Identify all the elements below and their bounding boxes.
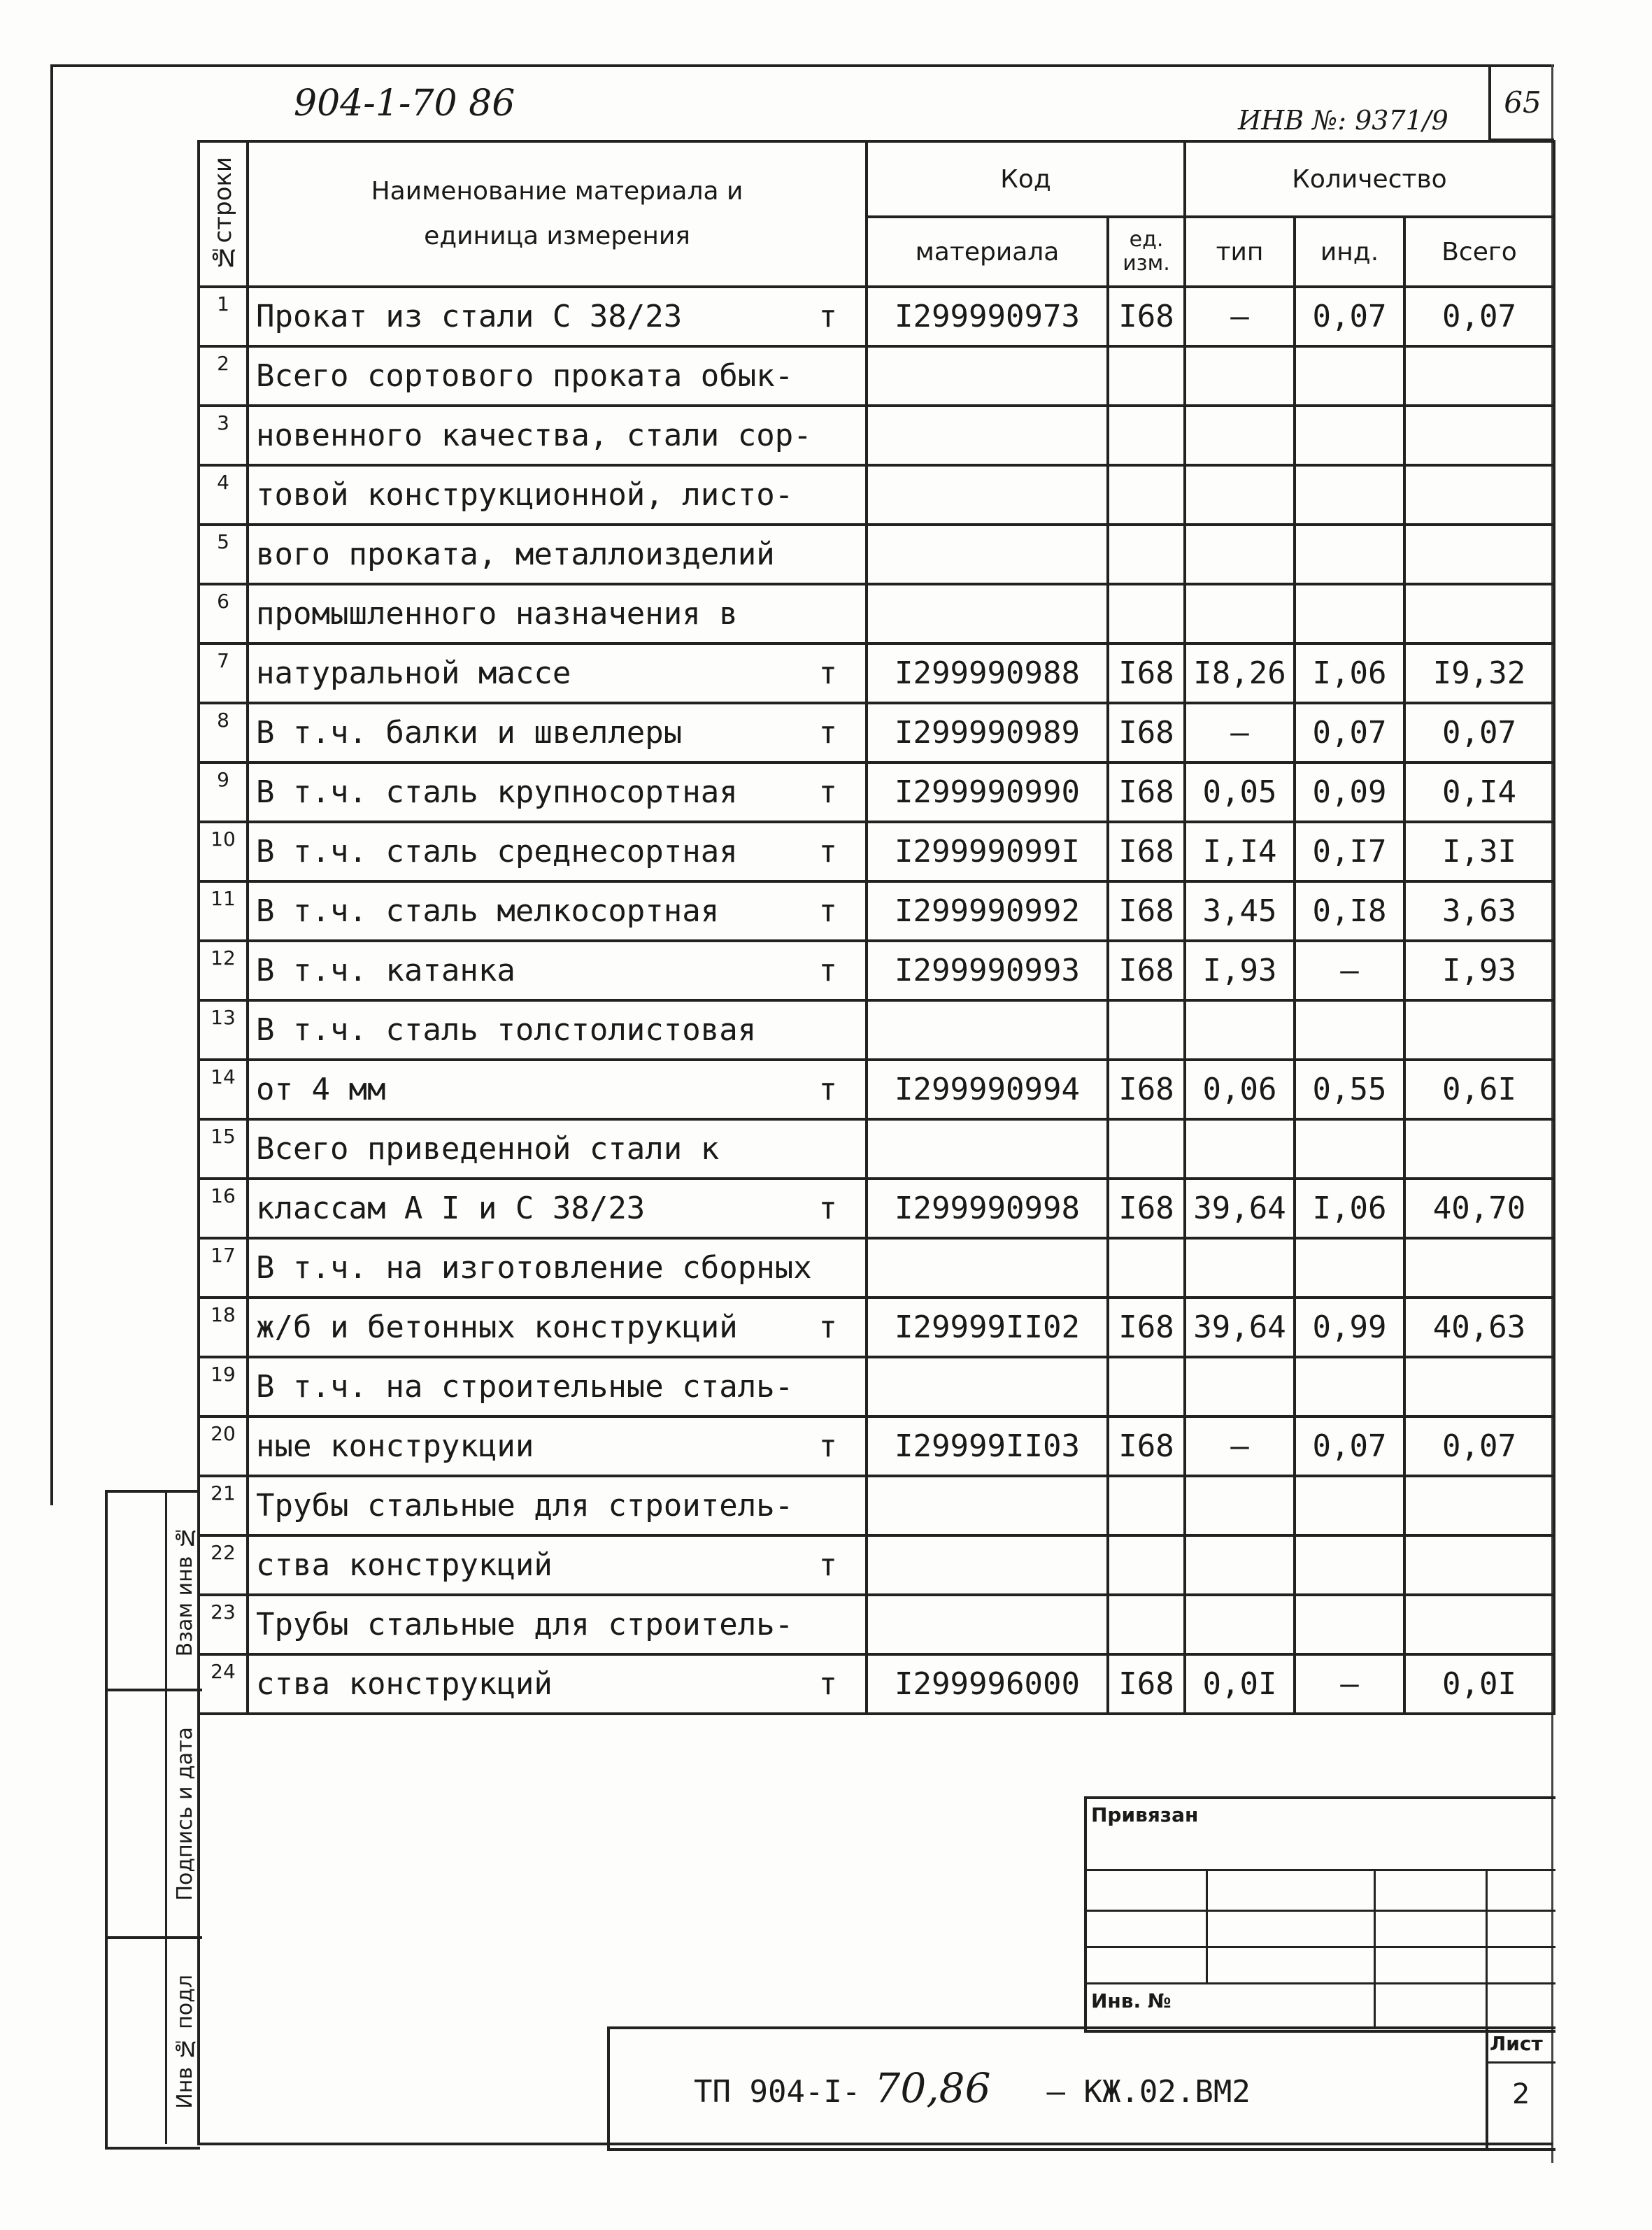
material-name-text: В т.ч. сталь среднесортная xyxy=(256,834,738,869)
unit-code xyxy=(1108,1357,1185,1416)
material-name xyxy=(248,465,867,525)
sheet-cell-hline xyxy=(1486,2061,1555,2064)
row-number: 18 xyxy=(199,1298,248,1357)
material-name-text: В т.ч. сталь мелкосортная xyxy=(256,893,720,929)
qty-type: – xyxy=(1185,1416,1295,1476)
title-block xyxy=(607,2026,1555,2151)
material-name-text: ж/б и бетонных конструкций xyxy=(256,1309,738,1345)
table-row xyxy=(199,644,1554,703)
unit-code xyxy=(1108,1476,1185,1535)
stamp-vzam-label: Взам инв № xyxy=(172,1524,197,1657)
table-row xyxy=(199,881,1554,941)
unit-code xyxy=(1108,346,1185,406)
material-code xyxy=(867,1119,1108,1179)
material-name-text: ства конструкций xyxy=(256,1547,553,1583)
qty-total xyxy=(1404,1476,1554,1535)
material-name xyxy=(248,1654,867,1714)
material-code: I299990989 xyxy=(867,703,1108,762)
qty-ind xyxy=(1295,1119,1404,1179)
measure-unit: т xyxy=(818,834,837,869)
row-number: 24 xyxy=(199,1654,248,1714)
unit-code: I68 xyxy=(1108,1298,1185,1357)
unit-code xyxy=(1108,525,1185,584)
page-number-box xyxy=(1488,64,1554,141)
material-name-text: вого проката, металлоизделий xyxy=(256,537,775,572)
qty-ind: – xyxy=(1295,941,1404,1000)
table-row xyxy=(199,346,1554,406)
qty-type xyxy=(1185,1000,1295,1060)
qty-type xyxy=(1185,1238,1295,1298)
qty-ind: – xyxy=(1295,1654,1404,1714)
material-code: I29999II03 xyxy=(867,1416,1108,1476)
row-number: 4 xyxy=(199,465,248,525)
qty-ind xyxy=(1295,1238,1404,1298)
table-row xyxy=(199,287,1554,346)
qty-type: 0,06 xyxy=(1185,1060,1295,1119)
title-code xyxy=(694,2064,1251,2112)
row-number: 21 xyxy=(199,1476,248,1535)
material-code: I299996000 xyxy=(867,1654,1108,1714)
table-body xyxy=(199,287,1554,1714)
header-material-name: Наименование материала и единица измерения xyxy=(248,141,867,287)
sheet-cell-divider xyxy=(1486,2029,1488,2148)
table-row xyxy=(199,822,1554,881)
material-name xyxy=(248,881,867,941)
material-name xyxy=(248,703,867,762)
material-code xyxy=(867,1238,1108,1298)
qty-type: I,I4 xyxy=(1185,822,1295,881)
material-name xyxy=(248,346,867,406)
material-name-text: ства конструкций xyxy=(256,1666,553,1702)
qty-total: 0,07 xyxy=(1404,703,1554,762)
unit-code: I68 xyxy=(1108,822,1185,881)
material-code xyxy=(867,584,1108,644)
material-code: I299990993 xyxy=(867,941,1108,1000)
inventory-number: ИНВ №: 9371/9 xyxy=(1238,105,1448,136)
qty-type xyxy=(1185,1119,1295,1179)
unit-code: I68 xyxy=(1108,644,1185,703)
qty-type xyxy=(1185,465,1295,525)
row-number: 11 xyxy=(199,881,248,941)
stamp-divider-1 xyxy=(105,1689,197,1691)
table-row xyxy=(199,941,1554,1000)
measure-unit: т xyxy=(818,1191,837,1226)
material-name-text: В т.ч. балки и швеллеры xyxy=(256,715,683,751)
measure-unit: т xyxy=(818,299,837,334)
table-row xyxy=(199,1357,1554,1416)
row-number: 17 xyxy=(199,1238,248,1298)
header-row-number: №строки xyxy=(199,141,248,287)
unit-code: I68 xyxy=(1108,1060,1185,1119)
qty-type xyxy=(1185,346,1295,406)
table-row xyxy=(199,1595,1554,1654)
row-number: 15 xyxy=(199,1119,248,1179)
material-name-text: Всего сортового проката обык- xyxy=(256,358,794,394)
qty-total xyxy=(1404,1119,1554,1179)
measure-unit: т xyxy=(818,1428,837,1464)
material-name-text: промышленного назначения в xyxy=(256,596,738,632)
qty-ind: 0,55 xyxy=(1295,1060,1404,1119)
qty-ind: 0,99 xyxy=(1295,1298,1404,1357)
qty-total: 0,07 xyxy=(1404,287,1554,346)
qty-type: 0,05 xyxy=(1185,762,1295,822)
table-row xyxy=(199,1179,1554,1238)
qty-type: 39,64 xyxy=(1185,1298,1295,1357)
material-name-text: Трубы стальные для строитель- xyxy=(256,1488,794,1524)
row-number: 22 xyxy=(199,1535,248,1595)
qty-total: 0,6I xyxy=(1404,1060,1554,1119)
qty-ind: 0,07 xyxy=(1295,703,1404,762)
sheet-number: 2 xyxy=(1512,2078,1530,2110)
table-row xyxy=(199,525,1554,584)
qty-total: 0,0I xyxy=(1404,1654,1554,1714)
material-code: I299990990 xyxy=(867,762,1108,822)
qty-total xyxy=(1404,584,1554,644)
table-row xyxy=(199,1298,1554,1357)
material-name-text: В т.ч. сталь толстолистовая xyxy=(256,1012,757,1048)
unit-code: I68 xyxy=(1108,881,1185,941)
material-code xyxy=(867,525,1108,584)
row-number: 12 xyxy=(199,941,248,1000)
qty-total xyxy=(1404,346,1554,406)
table-left-extension xyxy=(197,1504,200,2144)
measure-unit: т xyxy=(818,893,837,929)
material-code: I299990973 xyxy=(867,287,1108,346)
material-code xyxy=(867,1595,1108,1654)
table-row xyxy=(199,1119,1554,1179)
qty-ind: 0,07 xyxy=(1295,1416,1404,1476)
unit-code xyxy=(1108,1119,1185,1179)
table-row xyxy=(199,762,1554,822)
title-code-handwritten: 70,86 xyxy=(874,2064,991,2112)
qty-total: 40,63 xyxy=(1404,1298,1554,1357)
table-row xyxy=(199,584,1554,644)
page-number: 65 xyxy=(1504,85,1541,120)
material-code: I299990994 xyxy=(867,1060,1108,1119)
measure-unit: т xyxy=(818,1666,837,1702)
qty-type xyxy=(1185,406,1295,465)
qty-type xyxy=(1185,525,1295,584)
row-number: 19 xyxy=(199,1357,248,1416)
table-row xyxy=(199,1000,1554,1060)
qty-type xyxy=(1185,584,1295,644)
qty-ind: 0,I8 xyxy=(1295,881,1404,941)
material-code xyxy=(867,465,1108,525)
material-code xyxy=(867,1476,1108,1535)
measure-unit: т xyxy=(818,655,837,691)
material-code: I29999II02 xyxy=(867,1298,1108,1357)
material-name-text: от 4 мм xyxy=(256,1072,386,1107)
material-name xyxy=(248,822,867,881)
qty-type: 3,45 xyxy=(1185,881,1295,941)
material-name xyxy=(248,1119,867,1179)
material-code xyxy=(867,406,1108,465)
qty-total xyxy=(1404,1535,1554,1595)
table-row xyxy=(199,406,1554,465)
unit-code xyxy=(1108,1000,1185,1060)
material-code: I29999099I xyxy=(867,822,1108,881)
qty-total xyxy=(1404,1357,1554,1416)
unit-code xyxy=(1108,1535,1185,1595)
row-number: 20 xyxy=(199,1416,248,1476)
measure-unit: т xyxy=(818,1547,837,1583)
qty-type xyxy=(1185,1357,1295,1416)
row-number: 7 xyxy=(199,644,248,703)
material-code: I299990992 xyxy=(867,881,1108,941)
qty-type xyxy=(1185,1535,1295,1595)
material-name xyxy=(248,1416,867,1476)
row-number: 16 xyxy=(199,1179,248,1238)
material-name-text: Трубы стальные для строитель- xyxy=(256,1607,794,1642)
qty-type xyxy=(1185,1595,1295,1654)
material-name-text: Прокат из стали С 38/23 xyxy=(256,299,683,334)
row-number: 13 xyxy=(199,1000,248,1060)
measure-unit: т xyxy=(818,774,837,810)
frame-top-border xyxy=(50,64,1554,67)
qty-ind xyxy=(1295,465,1404,525)
material-name xyxy=(248,1000,867,1060)
qty-total: I,93 xyxy=(1404,941,1554,1000)
unit-code: I68 xyxy=(1108,287,1185,346)
unit-code: I68 xyxy=(1108,1654,1185,1714)
qty-ind: 0,07 xyxy=(1295,287,1404,346)
row-number: 3 xyxy=(199,406,248,465)
qty-type: I8,26 xyxy=(1185,644,1295,703)
stamp-inv-label: Инв № подл xyxy=(172,1974,197,2109)
qty-ind: I,06 xyxy=(1295,1179,1404,1238)
material-code xyxy=(867,1357,1108,1416)
qty-ind xyxy=(1295,406,1404,465)
material-name xyxy=(248,287,867,346)
unit-code: I68 xyxy=(1108,1179,1185,1238)
material-name-text: натуральной массе xyxy=(256,655,571,691)
unit-code xyxy=(1108,1595,1185,1654)
stamp-podpis-label: Подпись и дата xyxy=(172,1726,197,1901)
qty-total: I,3I xyxy=(1404,822,1554,881)
unit-code xyxy=(1108,406,1185,465)
table-row xyxy=(199,1416,1554,1476)
material-name xyxy=(248,1298,867,1357)
table-row xyxy=(199,1476,1554,1535)
material-name-text: классам А I и С 38/23 xyxy=(256,1191,646,1226)
qty-ind xyxy=(1295,1595,1404,1654)
qty-ind: I,06 xyxy=(1295,644,1404,703)
material-name-text: В т.ч. сталь крупносортная xyxy=(256,774,738,810)
material-name-text: Всего приведенной стали к xyxy=(256,1131,720,1167)
privyazan-vline-2 xyxy=(1374,1869,1376,2027)
materials-table xyxy=(197,140,1555,1715)
unit-code: I68 xyxy=(1108,941,1185,1000)
privyazan-vline-1 xyxy=(1206,1869,1208,1982)
qty-type: – xyxy=(1185,703,1295,762)
material-name xyxy=(248,1535,867,1595)
unit-code xyxy=(1108,465,1185,525)
material-name xyxy=(248,762,867,822)
unit-code: I68 xyxy=(1108,1416,1185,1476)
material-name xyxy=(248,525,867,584)
row-number: 10 xyxy=(199,822,248,881)
qty-total: 40,70 xyxy=(1404,1179,1554,1238)
material-code xyxy=(867,1535,1108,1595)
row-number: 6 xyxy=(199,584,248,644)
table-row xyxy=(199,1060,1554,1119)
table-row xyxy=(199,1535,1554,1595)
qty-total: 0,I4 xyxy=(1404,762,1554,822)
unit-code xyxy=(1108,584,1185,644)
row-number: 14 xyxy=(199,1060,248,1119)
qty-ind xyxy=(1295,525,1404,584)
unit-code: I68 xyxy=(1108,762,1185,822)
measure-unit: т xyxy=(818,1072,837,1107)
qty-total xyxy=(1404,465,1554,525)
qty-ind xyxy=(1295,1000,1404,1060)
frame-left-border xyxy=(50,64,53,1505)
qty-total: 0,07 xyxy=(1404,1416,1554,1476)
qty-total xyxy=(1404,1595,1554,1654)
qty-ind xyxy=(1295,584,1404,644)
qty-ind xyxy=(1295,346,1404,406)
material-name xyxy=(248,584,867,644)
header-unit-code: ед. изм. xyxy=(1108,217,1185,287)
privyazan-block xyxy=(1084,1796,1555,2033)
material-name xyxy=(248,1357,867,1416)
qty-type xyxy=(1185,1476,1295,1535)
measure-unit: т xyxy=(818,1309,837,1345)
title-code-prefix: ТП 904-I- xyxy=(694,2074,861,2110)
measure-unit: т xyxy=(818,715,837,751)
sheet-label: Лист xyxy=(1490,2032,1543,2055)
header-code-group: Код xyxy=(867,141,1185,217)
row-number: 23 xyxy=(199,1595,248,1654)
table-row xyxy=(199,703,1554,762)
material-name-text: ные конструкции xyxy=(256,1428,534,1464)
side-stamp xyxy=(105,1490,200,2150)
privyazan-vline-3 xyxy=(1486,1869,1488,2027)
header-ind: инд. xyxy=(1295,217,1404,287)
table-row xyxy=(199,465,1554,525)
unit-code xyxy=(1108,1238,1185,1298)
material-name-text: В т.ч. катанка xyxy=(256,953,515,988)
qty-type: 39,64 xyxy=(1185,1179,1295,1238)
privyazan-label: Привязан xyxy=(1091,1803,1199,1826)
qty-total xyxy=(1404,1238,1554,1298)
qty-ind xyxy=(1295,1357,1404,1416)
material-name xyxy=(248,1179,867,1238)
qty-total xyxy=(1404,525,1554,584)
material-name-text: В т.ч. на строительные сталь- xyxy=(256,1369,794,1405)
row-number: 5 xyxy=(199,525,248,584)
material-name-text: новенного качества, стали сор- xyxy=(256,418,812,453)
measure-unit: т xyxy=(818,953,837,988)
qty-ind xyxy=(1295,1476,1404,1535)
row-number: 1 xyxy=(199,287,248,346)
qty-type: I,93 xyxy=(1185,941,1295,1000)
material-name xyxy=(248,941,867,1000)
qty-type: 0,0I xyxy=(1185,1654,1295,1714)
header-total: Всего xyxy=(1404,217,1554,287)
qty-total xyxy=(1404,406,1554,465)
row-number: 8 xyxy=(199,703,248,762)
material-code xyxy=(867,346,1108,406)
privyazan-inv-label: Инв. № xyxy=(1091,1989,1172,2012)
stamp-divider-2 xyxy=(105,1936,197,1939)
material-name xyxy=(248,406,867,465)
material-name xyxy=(248,1238,867,1298)
doc-code-handwritten: 904-1-70 86 xyxy=(294,83,515,125)
qty-type: – xyxy=(1185,287,1295,346)
qty-total: 3,63 xyxy=(1404,881,1554,941)
header-type: тип xyxy=(1185,217,1295,287)
qty-ind: 0,09 xyxy=(1295,762,1404,822)
material-name xyxy=(248,644,867,703)
title-code-suffix: – КЖ.02.ВМ2 xyxy=(1046,2074,1251,2110)
material-name xyxy=(248,1476,867,1535)
material-name xyxy=(248,1060,867,1119)
material-code: I299990998 xyxy=(867,1179,1108,1238)
row-number: 9 xyxy=(199,762,248,822)
material-code xyxy=(867,1000,1108,1060)
header-material-code: материала xyxy=(867,217,1108,287)
material-name xyxy=(248,1595,867,1654)
qty-ind: 0,I7 xyxy=(1295,822,1404,881)
qty-total: I9,32 xyxy=(1404,644,1554,703)
table-row xyxy=(199,1654,1554,1714)
material-code: I299990988 xyxy=(867,644,1108,703)
qty-total xyxy=(1404,1000,1554,1060)
material-name-text: В т.ч. на изготовление сборных xyxy=(256,1250,812,1286)
table-row xyxy=(199,1238,1554,1298)
material-name-text: товой конструкционной, листо- xyxy=(256,477,794,513)
row-number: 2 xyxy=(199,346,248,406)
unit-code: I68 xyxy=(1108,703,1185,762)
header-quantity-group: Количество xyxy=(1185,141,1554,217)
qty-ind xyxy=(1295,1535,1404,1595)
